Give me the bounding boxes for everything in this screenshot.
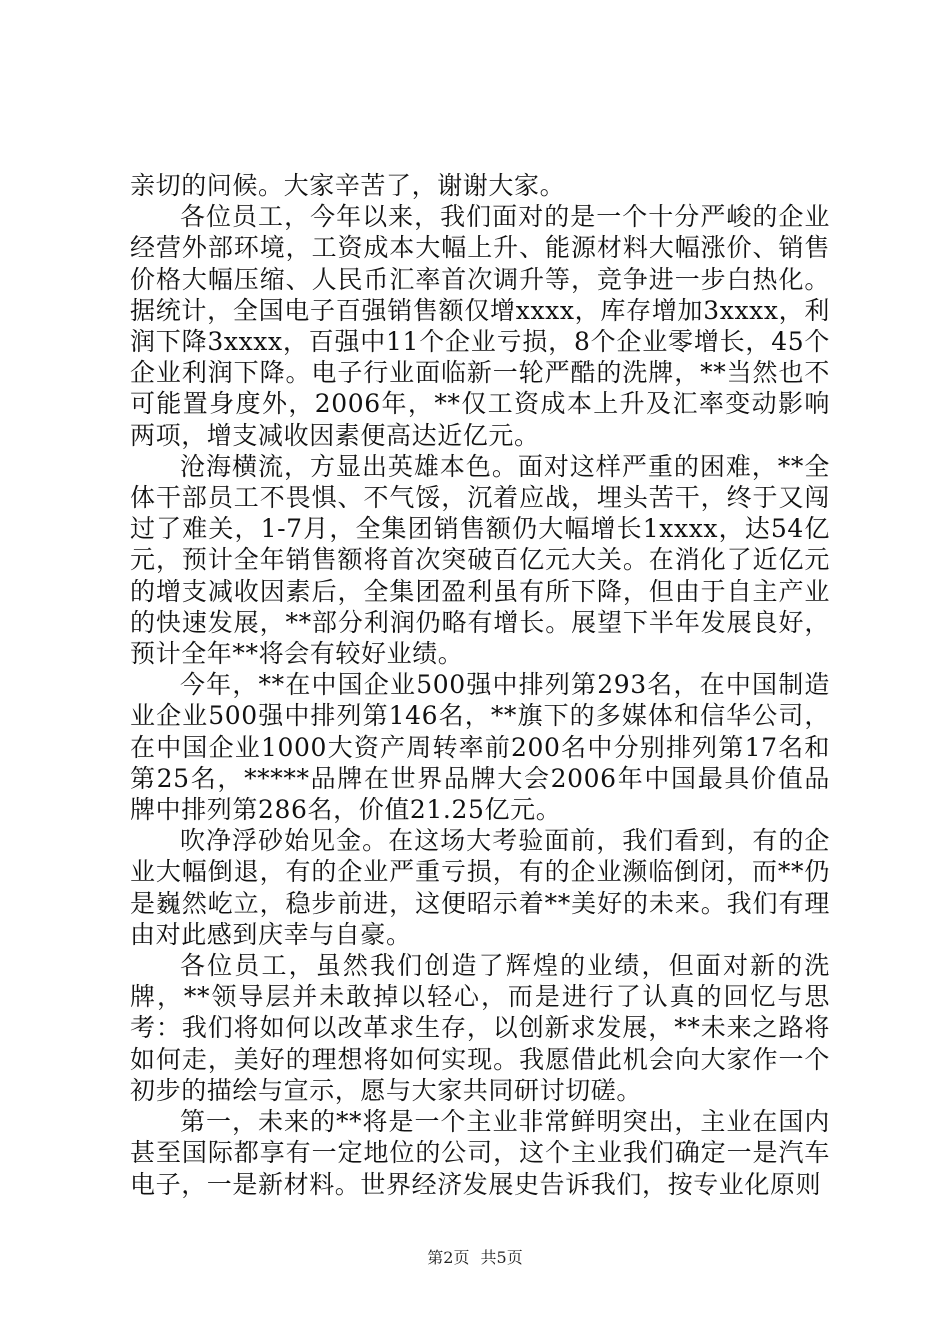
document-body bbox=[130, 170, 830, 1200]
paragraph-4: 今年，**在中国企业500强中排列第293名，在中国制造业企业500强中排列第146名，**旗下的多媒体和信华公司，在中国企业1000大资产周转率前200名中分别排列第17名和第25名，*****品牌在世界品牌大会2006年中国最具价值品牌中排列第286名，价值21.25亿元。 bbox=[130, 670, 830, 825]
paragraph-6: 各位员工，虽然我们创造了辉煌的业绩，但面对新的洗牌，**领导层并未敢掉以轻心，而是进行了认真的回忆与思考：我们将如何以改革求生存，以创新求发展，**未来之路将如何走，美好的理想将如何实现。我愿借此机会向大家作一个初步的描绘与宣示，愿与大家共同研讨切磋。 bbox=[130, 951, 830, 1105]
paragraph-3: 沧海横流，方显出英雄本色。面对这样严重的困难，**全体干部员工不畏惧、不气馁，沉着应战，埋头苦干，终于又闯过了难关，1-7月，全集团销售额仍大幅增长1xxxx，达54亿元，预计全年销售额将首次突破百亿元大关。在消化了近亿元的增支减收因素后，全集团盈利虽有所下降，但由于自主产业的快速发展，**部分利润仍略有增长。展望下半年发展良好，预计全年**将会有较好业绩。 bbox=[130, 451, 830, 669]
page-total: 共5页 bbox=[480, 1248, 523, 1267]
page-number: 第2页 bbox=[427, 1248, 470, 1267]
paragraph-2: 各位员工，今年以来，我们面对的是一个十分严峻的企业经营外部环境，工资成本大幅上升、能源材料大幅涨价、销售价格大幅压缩、人民币汇率首次调升等，竞争进一步白热化。据统计，全国电子百强销售额仅增xxxx，库存增加3xxxx，利润下降3xxxx，百强中11个企业亏损，8个企业零增长，45个企业利润下降。电子行业面临新一轮严酷的洗牌，**当然也不可能置身度外，2006年，**仅工资成本上升及汇率变动影响两项，增支减收因素便高达近亿元。 bbox=[130, 202, 830, 450]
page-footer bbox=[0, 1245, 950, 1268]
paragraph-1: 亲切的问候。大家辛苦了，谢谢大家。 bbox=[130, 171, 566, 200]
paragraph-7: 第一，未来的**将是一个主业非常鲜明突出，主业在国内甚至国际都享有一定地位的公司，这个主业我们确定一是汽车电子，一是新材料。世界经济发展史告诉我们，按专业化原则 bbox=[130, 1107, 830, 1199]
paragraph-5: 吹净浮砂始见金。在这场大考验面前，我们看到，有的企业大幅倒退，有的企业严重亏损，有的企业濒临倒闭，而**仍是巍然屹立，稳步前进，这便昭示着**美好的未来。我们有理由对此感到庆幸与自豪。 bbox=[130, 826, 830, 949]
